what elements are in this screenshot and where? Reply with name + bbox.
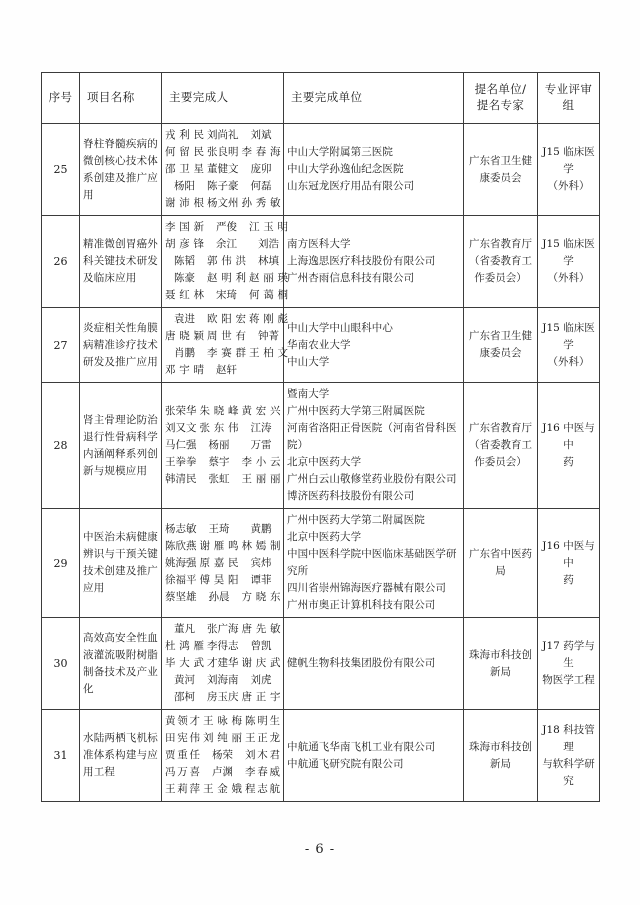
nomination-header-line-1: 提名单位/: [474, 82, 527, 97]
cell-main-organizations: [284, 216, 464, 308]
page-number-text: - 6 -: [304, 842, 336, 857]
contributor-name: 刘 纯 丽: [203, 732, 242, 744]
contributor-name: 邓 宇 晴: [165, 364, 204, 376]
organization-name: 广州市奥正计算机科技有限公司: [287, 599, 436, 611]
contributor-name: 何 留 民: [165, 146, 204, 158]
contributor-name: 黄 鹏: [250, 522, 272, 535]
contributor-name: 刘 海 南: [207, 674, 239, 686]
contributor-grid: [165, 403, 280, 488]
cell-nomination-unit: [464, 216, 538, 308]
organization-name: 博济医药科技股份有限公司: [287, 490, 415, 502]
nomination-line: 作委员会）: [474, 456, 527, 468]
contributor-name: 肖 鹏: [174, 347, 195, 359]
cell-main-organizations: [284, 308, 464, 383]
nomination-line: 广东省卫生健: [469, 330, 532, 342]
contributor-name: 张 荣 华: [165, 405, 197, 417]
contributor-name: 蔡 宇: [208, 456, 230, 468]
contributor-name: 程 志 航: [245, 783, 280, 795]
contributor-name: 田 宪 伟: [165, 732, 200, 744]
contributor-name: 宾 炜: [250, 556, 272, 569]
contributor-name: 庞 卯: [250, 163, 272, 175]
cell-seq: 28: [42, 383, 80, 509]
contributor-name: 谭 菲: [250, 573, 272, 586]
contributor-name: 周 世 有: [207, 330, 246, 342]
contributor-name: 陈 明 生: [245, 715, 280, 727]
table-body: [42, 124, 600, 802]
review-group-line: J15 临床医学: [542, 238, 595, 267]
nomination-line: 广东省中医药: [469, 548, 532, 560]
cell-nomination-unit: [464, 710, 538, 802]
nomination-line: 局: [495, 565, 506, 577]
table-row: [42, 618, 600, 710]
nomination-line: 新局: [490, 757, 511, 770]
contributor-name: 赵 明 利: [207, 272, 246, 284]
organization-name: 上海逸思医疗科技股份有限公司: [287, 255, 436, 267]
cell-main-contributors: [162, 509, 284, 618]
contributor-name: 杜 鸿 雁: [165, 640, 204, 652]
page-footer: [0, 842, 640, 857]
cell-project-name: 肾主骨理论防治退行性骨病科学内涵阐释系列创新与规模应用: [80, 383, 162, 509]
contributor-name: 刘 斌: [250, 129, 272, 141]
contributor-name: 余 江: [216, 238, 237, 250]
contributor-name: 方 晓 东: [241, 590, 281, 603]
contributor-name: 杨 文 州: [207, 197, 239, 209]
contributor-name: 房 玉 庆: [207, 691, 239, 703]
nomination-line: 新局: [490, 665, 511, 678]
contributor-name: 卢 渊: [212, 766, 233, 778]
contributor-name: 蒋 刚 彪: [249, 313, 288, 325]
contributor-name: 陈 豪: [174, 272, 195, 284]
review-group-line: 药: [563, 573, 574, 586]
contributor-name: 徐 福 平: [165, 573, 197, 586]
review-group-line: 药: [563, 456, 574, 468]
contributor-name: 郭 伟 洪: [207, 255, 246, 267]
contributor-name: 谢 沛 根: [165, 197, 204, 209]
organization-name: 华南农业大学: [287, 338, 351, 351]
contributor-name: 万 雷: [250, 439, 272, 451]
table-header-row: [42, 73, 600, 124]
cell-main-contributors: [162, 308, 288, 383]
contributor-name: 王 琦: [208, 522, 230, 535]
award-table-container: [41, 72, 599, 802]
cell-nomination-unit: [464, 124, 538, 216]
contributor-name: 杨 丽: [208, 439, 230, 451]
cell-project-name: 水陆两栖飞机标准体系构建与应用工程: [80, 710, 162, 802]
cell-main-organizations: [284, 509, 464, 618]
cell-seq: 29: [42, 509, 80, 618]
column-header-review-group: 专业评审组: [538, 73, 600, 124]
cell-review-group: [538, 216, 600, 308]
contributor-name: 唐 先 敏: [241, 623, 281, 635]
contributor-name: 王 咏 梅: [203, 715, 242, 727]
contributor-grid: [165, 713, 280, 798]
contributor-name: 江 玉 明: [249, 221, 288, 233]
contributor-name: 李 小 云: [241, 456, 281, 468]
contributor-name: 李 国 新: [165, 221, 204, 233]
review-group-line: （外科）: [547, 355, 590, 368]
cell-main-organizations: [284, 710, 464, 802]
organization-name: 中航通飞研究院有限公司: [287, 757, 404, 770]
contributor-name: 毕 大 武: [165, 657, 204, 669]
contributor-name: 宋 琦: [216, 289, 237, 301]
organization-name: 南方医科大学: [287, 238, 351, 250]
contributor-name: 杨 志 敏: [165, 522, 197, 535]
contributor-name: 邵 柯: [174, 691, 195, 703]
cell-review-group: [538, 383, 600, 509]
organization-name: 广州中医药大学第三附属医院: [287, 405, 425, 417]
contributor-name: 欧 阳 宏: [207, 313, 246, 325]
contributor-name: 陈 欣 燕: [165, 539, 197, 552]
organization-name: 四川省崇州锦海医疗器械有限公司: [287, 582, 446, 594]
contributor-name: 张 广 海: [207, 623, 239, 635]
cell-main-organizations: [284, 618, 464, 710]
nomination-line: 珠海市科技创: [469, 648, 532, 661]
nomination-line: 康委员会: [479, 171, 522, 184]
cell-project-name: 高效高安全性血液灌流吸附树脂制备技术及产业化: [80, 618, 162, 710]
organization-name: 中山大学附属第三医院: [287, 146, 393, 158]
cell-project-name: 炎症相关性角膜病精准诊疗技术研发及推广应用: [80, 308, 162, 383]
cell-seq: 25: [42, 124, 80, 216]
contributor-name: 原 嘉 民: [199, 556, 239, 569]
contributor-name: 王 丽 丽: [241, 473, 281, 485]
contributor-name: 杨 阳: [174, 180, 195, 192]
nomination-line: 广东省卫生健: [469, 154, 532, 167]
contributor-name: 傅 昊 阳: [199, 573, 239, 586]
contributor-name: 杨 荣: [212, 749, 233, 761]
contributor-name: 李 得 志: [207, 640, 239, 652]
contributor-name: 张 良 明: [207, 146, 239, 158]
contributor-name: 董 凡: [174, 623, 195, 635]
contributor-name: 何 蔼 桐: [249, 289, 288, 301]
column-header-main-contributors: 主要完成人: [162, 73, 284, 124]
contributor-name: 张 东 伟: [199, 422, 239, 434]
table-row: [42, 216, 600, 308]
contributor-grid: [165, 621, 280, 706]
nomination-line: 康委员会: [479, 347, 522, 359]
cell-main-contributors: [162, 216, 288, 308]
contributor-name: 蔡 坚 雄: [165, 590, 197, 603]
contributor-grid: [165, 521, 280, 606]
contributor-name: 陈 子 豪: [207, 180, 239, 192]
cell-project-name: 中医治未病健康辨识与干预关键技术创建及推广应用: [80, 509, 162, 618]
review-group-line: J15 临床医学: [542, 146, 595, 175]
contributor-name: 李 赛 群: [207, 347, 246, 359]
award-table: [41, 72, 600, 802]
contributor-name: 黄 宏 兴: [241, 405, 281, 417]
contributor-name: 唐 正 宇: [241, 691, 281, 703]
contributor-name: 曾 凯: [250, 640, 272, 652]
cell-main-contributors: [162, 618, 284, 710]
contributor-name: 王 柏 文: [249, 347, 288, 359]
contributor-name: 刘 又 文: [165, 422, 197, 434]
organization-name: 广州杏雨信息科技有限公司: [287, 272, 415, 284]
contributor-name: 刘 尚 礼: [207, 129, 239, 141]
organization-name: 河南省洛阳正骨医院（河南省骨科医院）: [287, 422, 457, 451]
contributor-name: 王 拳 拳: [165, 456, 197, 468]
table-row: [42, 383, 600, 509]
contributor-name: 赵 丽 瑛: [249, 272, 288, 284]
review-group-line: （外科）: [547, 272, 590, 284]
contributor-name: 王 金 娥: [203, 783, 242, 795]
contributor-name: 戎 利 民: [165, 129, 204, 141]
organization-name: 广州白云山敬修堂药业股份有限公司: [287, 473, 457, 485]
contributor-name: 邵 卫 星: [165, 163, 204, 175]
contributor-name: 李 春 威: [245, 766, 280, 778]
contributor-name: 李 春 海: [241, 146, 281, 158]
organization-name: 北京中医药大学: [287, 531, 362, 543]
cell-project-name: 脊柱脊髓疾病的微创核心技术体系创建及推广应用: [80, 124, 162, 216]
organization-name: 中山大学孙逸仙纪念医院: [287, 163, 404, 175]
contributor-name: 才 建 华: [207, 657, 239, 669]
table-header: [42, 73, 600, 124]
contributor-name: 林 嫣 制: [241, 539, 281, 552]
contributor-name: 林 填: [258, 255, 279, 267]
contributor-name: 韩 清 民: [165, 473, 197, 485]
table-row: [42, 124, 600, 216]
organization-name: 中山大学中山眼科中心: [287, 321, 393, 334]
nomination-line: 广东省教育厅: [469, 238, 532, 250]
contributor-name: 刘 虎: [250, 674, 272, 686]
contributor-grid: [165, 219, 288, 304]
column-header-main-organizations: 主要完成单位: [284, 73, 464, 124]
contributor-name: 冯 万 喜: [165, 766, 200, 778]
cell-seq: 26: [42, 216, 80, 308]
organization-name: 暨南大学: [287, 388, 330, 400]
cell-review-group: [538, 308, 600, 383]
cell-main-organizations: [284, 383, 464, 509]
cell-nomination-unit: [464, 383, 538, 509]
cell-nomination-unit: [464, 509, 538, 618]
nomination-line: （省委教育工: [469, 439, 532, 451]
nomination-line: （省委教育工: [469, 255, 532, 267]
cell-seq: 30: [42, 618, 80, 710]
organization-name: 中山大学: [287, 355, 330, 368]
cell-review-group: [538, 509, 600, 618]
organization-name: 山东冠龙医疗用品有限公司: [287, 180, 415, 192]
contributor-name: 董 健 文: [207, 163, 239, 175]
contributor-grid: [165, 127, 280, 212]
contributor-name: 江 涛: [250, 422, 272, 434]
contributor-name: 刘 木 君: [245, 749, 280, 761]
contributor-name: 王 莉 萍: [165, 783, 200, 795]
nomination-line: 作委员会）: [474, 272, 527, 284]
contributor-name: 聂 红 林: [165, 289, 204, 301]
contributor-name: 陈 韬: [174, 255, 195, 267]
contributor-name: 朱 晓 峰: [199, 405, 239, 417]
contributor-name: 袁 进: [174, 313, 195, 325]
table-row: [42, 308, 600, 383]
cell-nomination-unit: [464, 308, 538, 383]
contributor-name: 赵 轩: [216, 364, 237, 376]
cell-nomination-unit: [464, 618, 538, 710]
review-group-line: 与软科学研: [542, 757, 595, 770]
column-header-project-name: 项目名称: [80, 73, 162, 124]
review-group-line: 究: [563, 774, 574, 787]
contributor-name: 贾 重 任: [165, 749, 200, 761]
review-group-line: 物医学工程: [542, 674, 595, 686]
contributor-name: 谢 雁 鸣: [199, 539, 239, 552]
organization-name: 中国中医科学院中医临床基础医学研究所: [287, 548, 457, 577]
table-row: [42, 509, 600, 618]
cell-main-contributors: [162, 710, 284, 802]
contributor-grid: [165, 311, 288, 379]
column-header-nomination: [464, 73, 538, 124]
review-group-line: J16 中医与中: [542, 539, 595, 569]
column-header-seq: 序号: [42, 73, 80, 124]
cell-main-contributors: [162, 124, 284, 216]
cell-main-contributors: [162, 383, 284, 509]
cell-review-group: [538, 710, 600, 802]
contributor-name: 姚 海 强: [165, 556, 197, 569]
contributor-name: 黄 河: [174, 674, 195, 686]
organization-name: 广州中医药大学第二附属医院: [287, 514, 425, 526]
nomination-line: 珠海市科技创: [469, 740, 532, 753]
organization-name: 中航通飞华南飞机工业有限公司: [287, 740, 436, 753]
contributor-name: 何 磊: [250, 180, 272, 192]
contributor-name: 孙 秀 敏: [241, 197, 281, 209]
contributor-name: 马 仁 强: [165, 439, 197, 451]
cell-project-name: 精准微创胃癌外科关键技术研发及临床应用: [80, 216, 162, 308]
contributor-name: 胡 彦 锋: [165, 238, 204, 250]
contributor-name: 王 正 龙: [245, 732, 280, 744]
cell-review-group: [538, 618, 600, 710]
review-group-line: J16 中医与中: [542, 422, 595, 451]
review-group-line: J17 药学与生: [542, 640, 595, 669]
contributor-name: 张 虹: [208, 473, 230, 485]
contributor-name: 唐 晓 颖: [165, 330, 204, 342]
contributor-name: 孙 晨: [208, 590, 230, 603]
cell-review-group: [538, 124, 600, 216]
cell-seq: 31: [42, 710, 80, 802]
organization-name: 北京中医药大学: [287, 456, 362, 468]
review-group-line: （外科）: [547, 180, 590, 192]
review-group-line: J15 临床医学: [542, 321, 595, 351]
nomination-header-line-2: 提名专家: [476, 98, 525, 112]
contributor-name: 谢 庆 武: [241, 657, 281, 669]
cell-seq: 27: [42, 308, 80, 383]
contributor-name: 严 俊: [216, 221, 237, 233]
table-row: [42, 710, 600, 802]
nomination-line: 广东省教育厅: [469, 422, 532, 434]
contributor-name: 刘 浩: [258, 238, 279, 250]
contributor-name: 黄 领 才: [165, 715, 200, 727]
contributor-name: 钟 菁: [258, 330, 279, 342]
cell-main-organizations: [284, 124, 464, 216]
review-group-line: J18 科技管理: [542, 723, 595, 753]
organization-name: 健帆生物科技集团股份有限公司: [287, 657, 436, 669]
